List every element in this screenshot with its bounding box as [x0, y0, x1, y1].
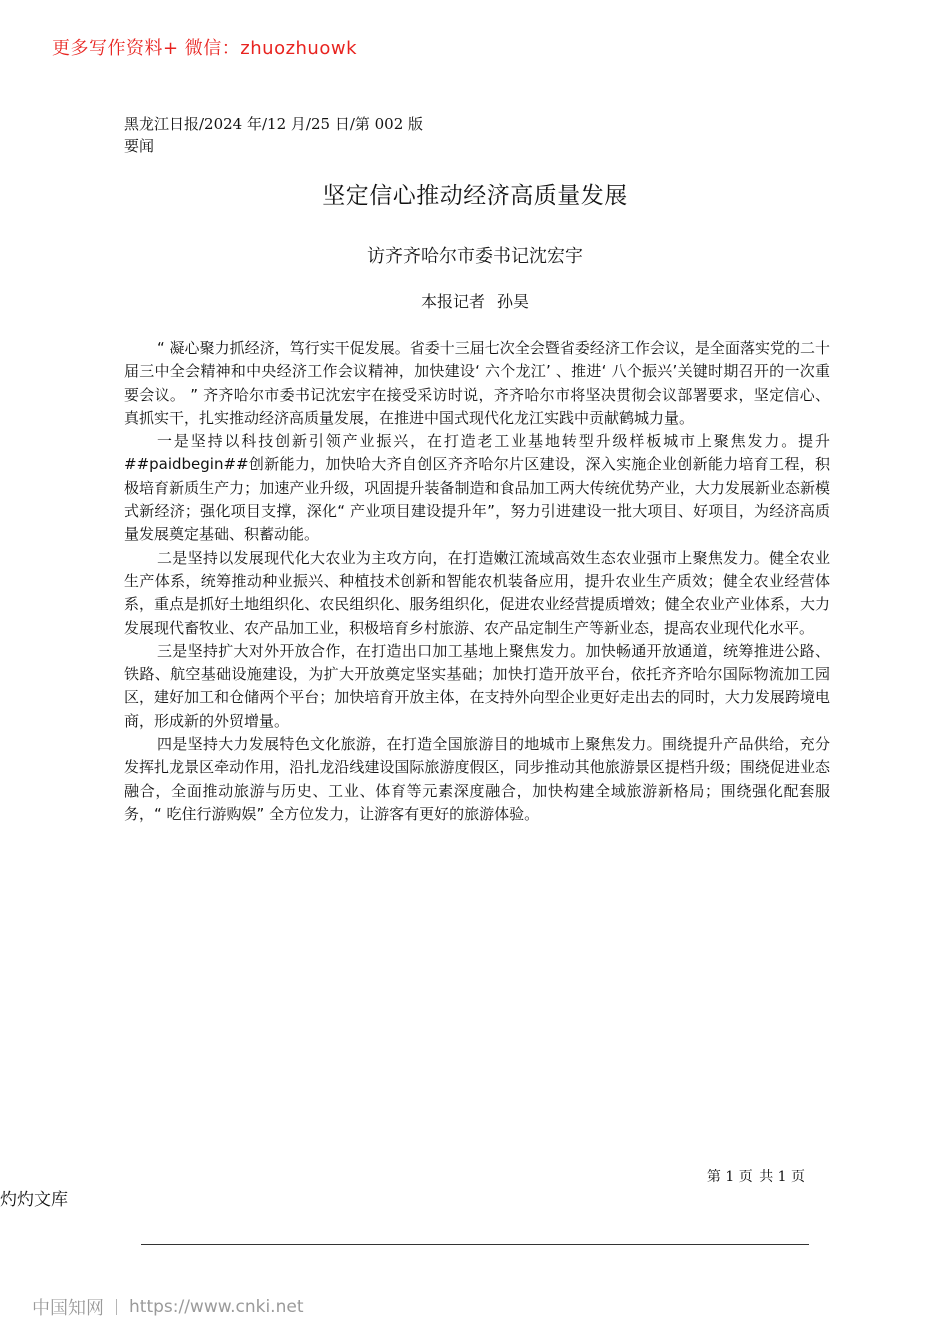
- page-label: 第 1 页: [706, 1169, 753, 1185]
- byline: [0, 289, 950, 312]
- cnki-divider: [116, 1299, 117, 1315]
- article-title: 坚定信心推动经济高质量发展: [322, 183, 628, 209]
- paragraph-4: 三是坚持扩大对外开放合作，在打造出口加工基地上聚焦发力。加快畅通开放通道，统筹推进公路、铁路、航空基础设施建设，为扩大开放奠定坚实基础；加快打造开放平台，依托齐齐哈尔国际物流加工园区，建好加工和仓储两个平台；加快培育开放主体，在支持外向型企业更好走出去的同时，大力发展跨境电商，形成新的外贸增量。: [124, 641, 830, 730]
- article-body: [124, 337, 830, 826]
- total-label: 共 1 页: [759, 1169, 805, 1185]
- byline-role: 本报记者: [420, 292, 485, 311]
- paragraph-5: 四是坚持大力发展特色文化旅游，在打造全国旅游目的地城市上聚焦发力。围绕提升产品供给，充分发挥扎龙景区牵动作用，沿扎龙沿线建设国际旅游度假区，同步推动其他旅游景区提档升级；围绕促进业态融合，全面推动旅游与历史、工业、体育等元素深度融合，加快构建全域旅游新格局；围绕强化配套服务，“ 吃住行游购娱” 全方位发力，让游客有更好的旅游体验。: [124, 735, 830, 823]
- promo-banner: 更多写作资料+ 微信：zhuozhuowk: [52, 38, 358, 59]
- watermark-text: 灼灼文库: [0, 1190, 68, 1210]
- cnki-footer: [32, 1294, 303, 1320]
- paragraph-2: 一是坚持以科技创新引领产业振兴，在打造老工业基地转型升级样板城市上聚焦发力。提升##paidbegin##创新能力，加快哈大齐自创区齐齐哈尔片区建设，深入实施企业创新能力培育工程，积极培育新质生产力；加速产业升级，巩固提升装备制造和食品加工两大传统优势产业，大力发展新业态新模式新经济；强化项目支撑，深化“ 产业项目建设提升年”，努力引进建设一批大项目、好项目，为经济高质量发展奠定基础、积蓄动能。: [124, 432, 830, 544]
- footer-divider: [141, 1244, 809, 1245]
- article-subtitle: 访齐齐哈尔市委书记沈宏宇: [367, 246, 583, 267]
- paragraph-1: “ 凝心聚力抓经济，笃行实干促发展。省委十三届七次全会暨省委经济工作会议，是全面落实党的二十届三中全会精神和中央经济工作会议精神，加快建设‘ 六个龙江’ 、推进‘ 八个振兴’关键时期召开的一次重要会议。 ” 齐齐哈尔市委书记沈宏宇在接受采访时说，齐齐哈尔市将坚决贯彻会议部署要求，坚定信心、真抓实干，扎实推动经济高质量发展，在推进中国式现代化龙江实践中贡献鹤城力量。: [124, 339, 830, 427]
- source-line: 黑龙江日报/2024 年/12 月/25 日/第 002 版要闻: [124, 115, 424, 155]
- paragraph-3: 二是坚持以发展现代化大农业为主攻方向，在打造嫩江流域高效生态农业强市上聚焦发力。健全农业生产体系，统筹推动种业振兴、种植技术创新和智能农机装备应用，提升农业生产质效；健全农业经营体系，重点是抓好土地组织化、农民组织化、服务组织化，促进农业经营提质增效；健全农业产业体系，大力发展现代畜牧业、农产品加工业，积极培育乡村旅游、农产品定制生产等新业态，提高农业现代化水平。: [124, 548, 830, 637]
- cnki-brand: 中国知网: [32, 1298, 104, 1319]
- byline-name: 孙昊: [497, 292, 530, 311]
- page-number: [700, 1166, 806, 1186]
- cnki-url[interactable]: https://www.cnki.net: [129, 1297, 304, 1317]
